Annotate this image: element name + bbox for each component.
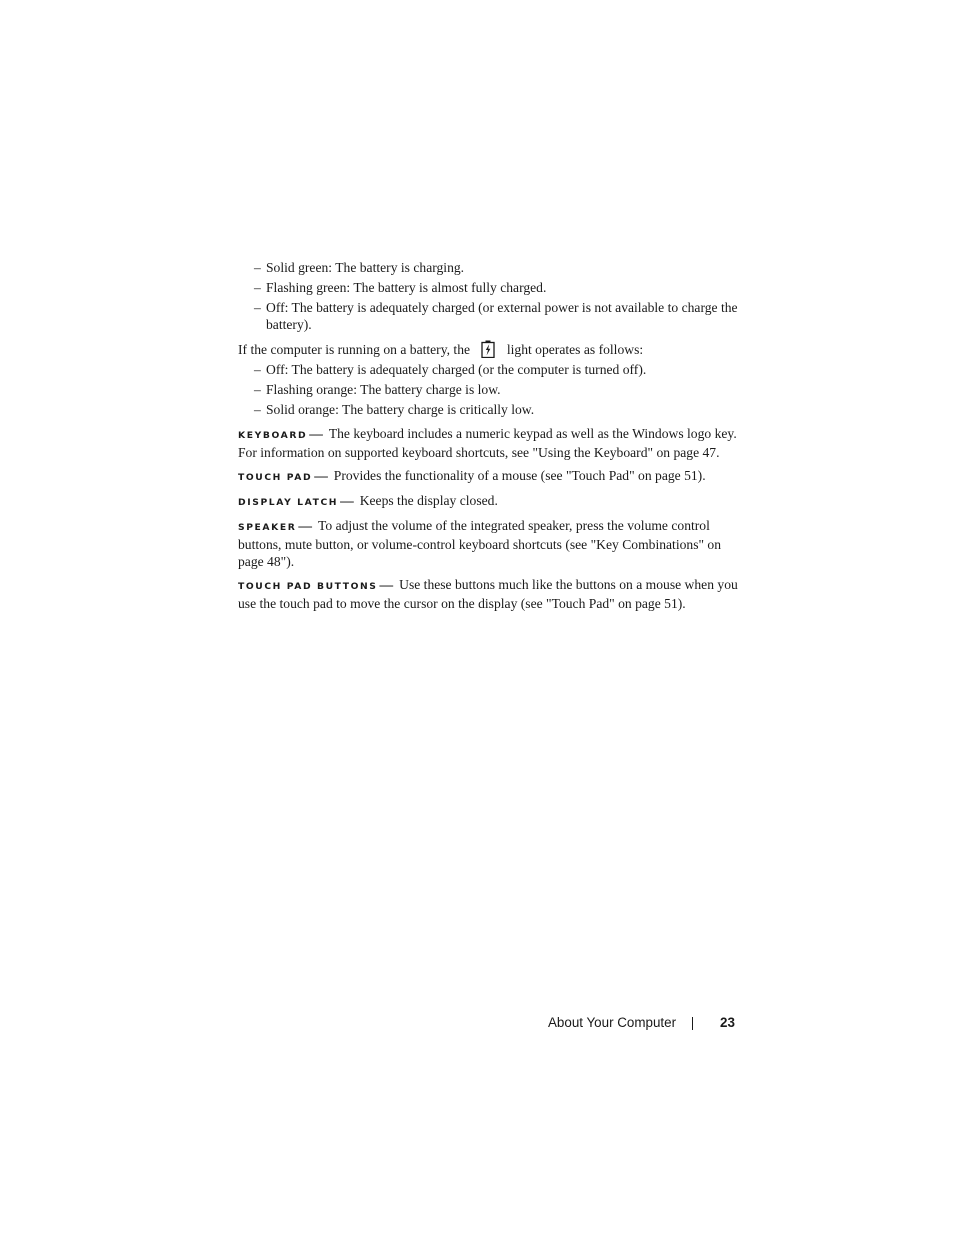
touch-pad-buttons-section: [238, 576, 738, 612]
list-item-text: Flashing orange: The battery charge is low.: [266, 382, 501, 397]
speaker-term: SPEAKER: [238, 522, 297, 533]
list-dash: –: [254, 382, 261, 397]
term-separator: —: [340, 493, 354, 508]
list-item-text: Solid green: The battery is charging.: [266, 260, 465, 275]
list-dash: –: [254, 280, 261, 295]
display-latch-term: DISPLAY LATCH: [238, 497, 339, 508]
touch-pad-section: [238, 467, 738, 486]
keyboard-section: [238, 425, 738, 461]
list-item-text: Flashing green: The battery is almost fully charged.: [266, 280, 547, 295]
list-item: [238, 401, 738, 418]
list-dash: –: [254, 362, 261, 377]
list-item: [238, 381, 738, 398]
battery-states-list: [238, 361, 738, 418]
footer-divider: [692, 1017, 693, 1030]
term-separator: —: [309, 426, 323, 441]
list-dash: –: [254, 402, 261, 417]
keyboard-description: The keyboard includes a numeric keypad as well as the Windows logo key. For information on supported keyboard shortcuts, see "Using the Keyboard" on page 47.: [238, 426, 737, 460]
speaker-description: To adjust the volume of the integrated speaker, press the volume control buttons, mute button, or volume-control keyboard shortcuts (see "Key Combinations" on page 48").: [238, 518, 722, 569]
touch-pad-buttons-description: Use these buttons much like the buttons on a mouse when you use the touch pad to move the cursor on the display (see "Touch Pad" on page 51).: [238, 577, 738, 611]
touch-pad-buttons-term: TOUCH PAD BUTTONS: [238, 581, 378, 592]
keyboard-term: KEYBOARD: [238, 430, 308, 441]
battery-intro-before: If the computer is running on a battery, the: [238, 342, 471, 357]
list-item: [238, 279, 738, 296]
page-number: 23: [720, 1015, 735, 1030]
list-item: [238, 259, 738, 276]
touch-pad-description: Provides the functionality of a mouse (see "Touch Pad" on page 51).: [333, 468, 706, 483]
display-latch-section: [238, 492, 738, 511]
list-item-text: Solid orange: The battery charge is critically low.: [266, 402, 535, 417]
list-item: [238, 299, 738, 333]
speaker-section: [238, 517, 738, 570]
display-latch-description: Keeps the display closed.: [359, 493, 498, 508]
page-footer: [0, 1015, 954, 1035]
touch-pad-term: TOUCH PAD: [238, 472, 313, 483]
battery-intro-after: light operates as follows:: [506, 342, 644, 357]
list-dash: –: [254, 260, 261, 275]
term-separator: —: [298, 518, 313, 533]
battery-lightning-icon: [473, 340, 503, 358]
footer-title: About Your Computer: [548, 1015, 677, 1030]
battery-intro: [238, 340, 738, 358]
term-separator: —: [379, 577, 394, 592]
page-body: [238, 259, 738, 618]
charging-states-list: [238, 259, 738, 333]
list-item-text: Off: The battery is adequately charged (or external power is not available to charge the battery).: [266, 300, 738, 332]
list-item: [238, 361, 738, 378]
list-dash: –: [254, 300, 261, 315]
list-item-text: Off: The battery is adequately charged (or the computer is turned off).: [266, 362, 647, 377]
term-separator: —: [314, 468, 328, 483]
